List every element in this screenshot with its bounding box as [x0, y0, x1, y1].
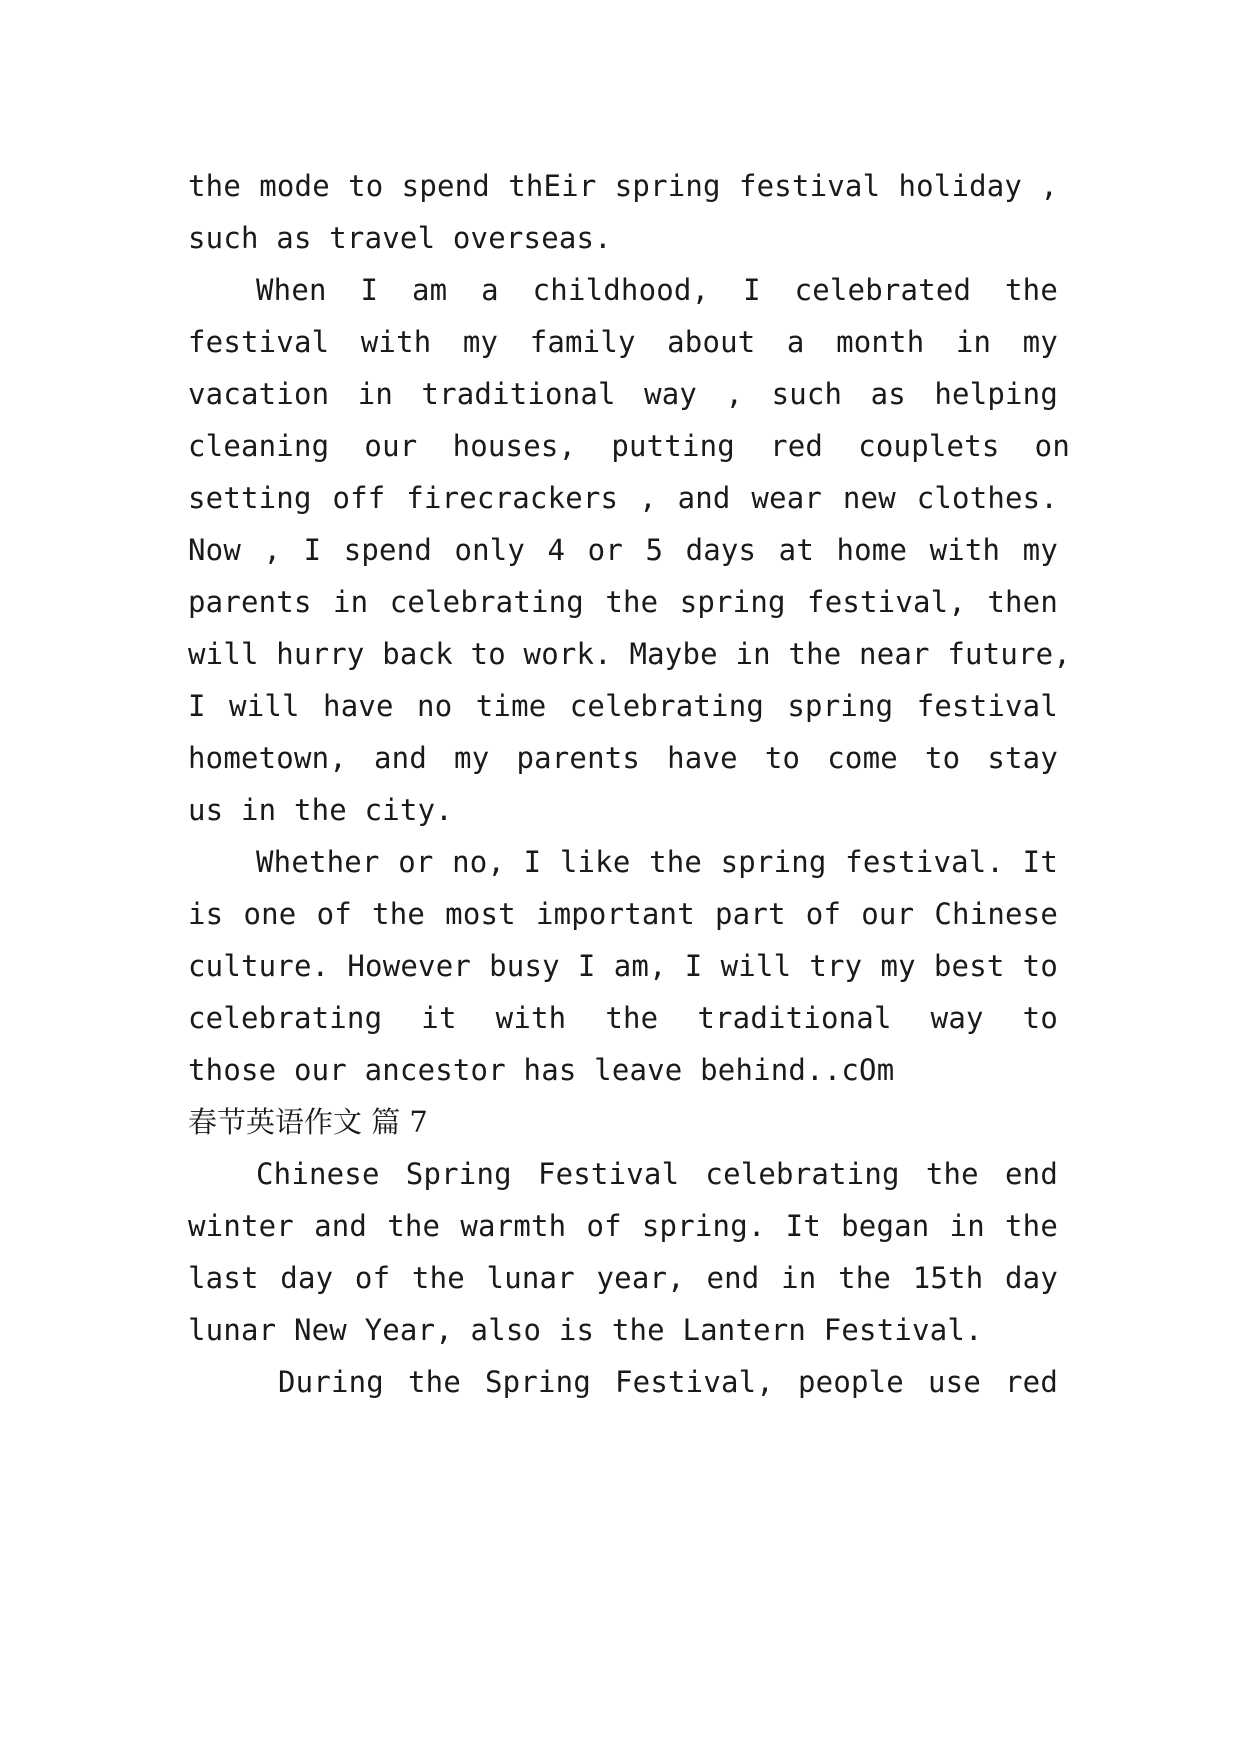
text-line: setting off firecrackers , and wear new clothes. [188, 481, 1058, 515]
text-line: I will have no time celebrating spring festival [188, 689, 1058, 723]
text-line: winter and the warmth of spring. It began in the [188, 1209, 1058, 1243]
paragraph-start-line: Chinese Spring Festival celebrating the end [256, 1157, 1058, 1191]
text-line: last day of the lunar year, end in the 15th day [188, 1261, 1058, 1295]
text-line: those our ancestor has leave behind..cOm [188, 1053, 895, 1087]
text-line: culture. However busy I am, I will try my best to [188, 949, 1058, 983]
text-line: parents in celebrating the spring festival, then [188, 585, 1058, 619]
text-line: hometown, and my parents have to come to stay [188, 741, 1058, 775]
text-line: festival with my family about a month in my [188, 325, 1058, 359]
text-line: cleaning our houses, putting red couplets on [188, 429, 1070, 463]
text-line: will hurry back to work. Maybe in the near future, [188, 637, 1071, 671]
section-heading: 春节英语作文 篇 7 [188, 1105, 428, 1139]
text-line: vacation in traditional way , such as helping [188, 377, 1058, 411]
text-line: is one of the most important part of our Chinese [188, 897, 1058, 931]
paragraph-start-line: When I am a childhood, I celebrated the [256, 273, 1058, 307]
paragraph-start-line: During the Spring Festival, people use red [278, 1365, 1058, 1399]
text-line: lunar New Year, also is the Lantern Festival. [188, 1313, 983, 1347]
text-line: Now , I spend only 4 or 5 days at home with my [188, 533, 1058, 567]
text-line: such as travel overseas. [188, 221, 612, 255]
text-line: celebrating it with the traditional way to [188, 1001, 1058, 1035]
paragraph-start-line: Whether or no, I like the spring festival. It [256, 845, 1058, 879]
text-line: us in the city. [188, 793, 453, 827]
text-line: the mode to spend thEir spring festival holiday , [188, 169, 1058, 203]
